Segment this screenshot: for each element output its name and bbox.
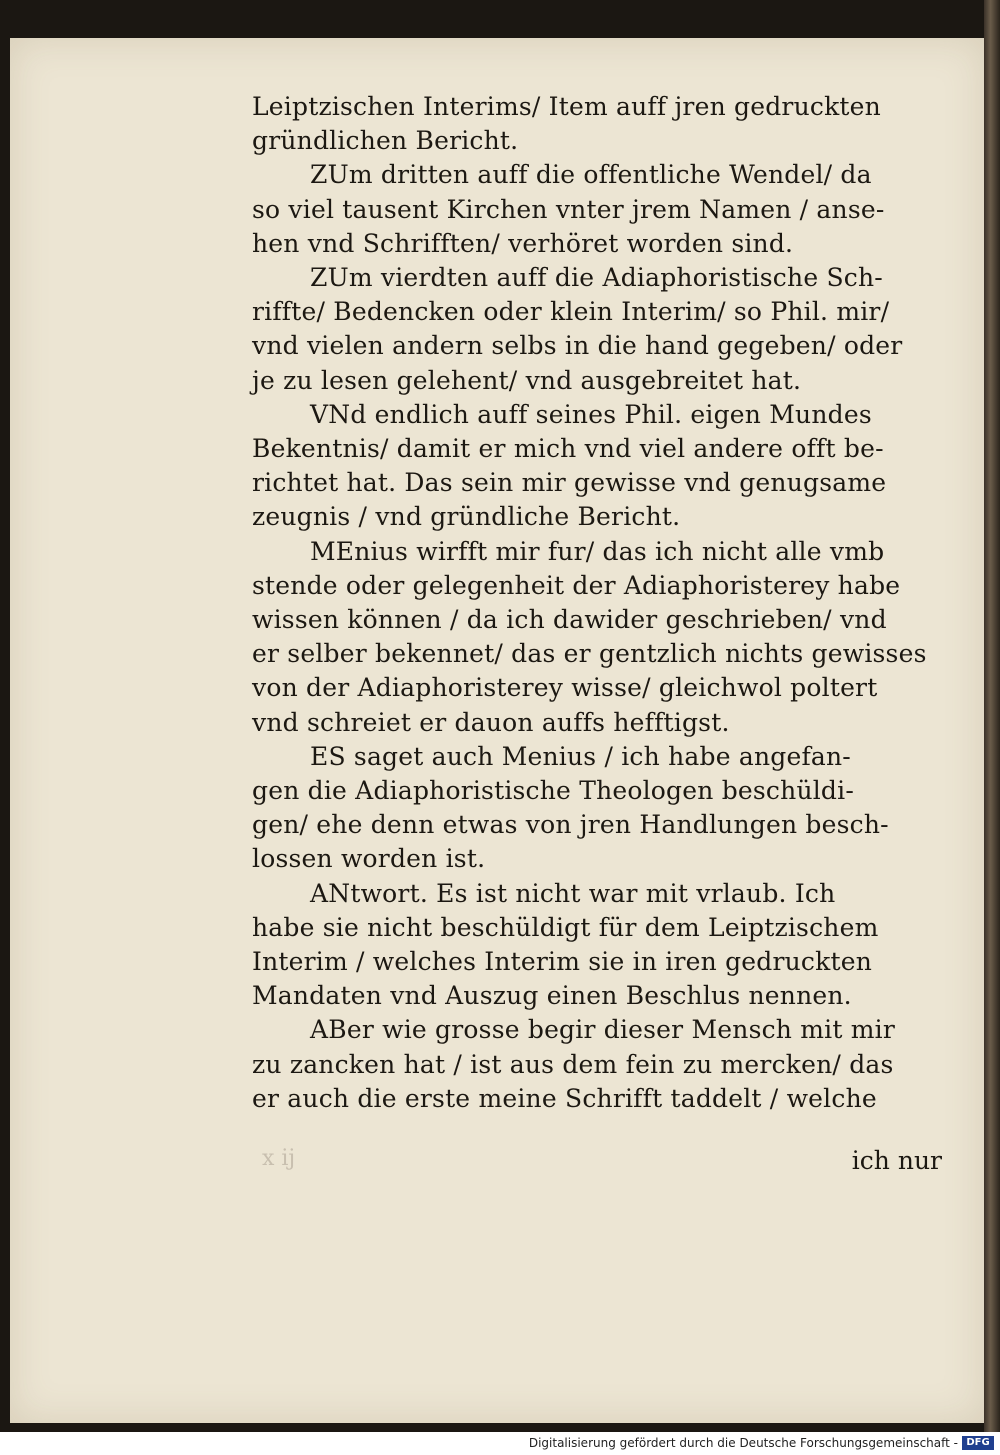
- text-line: ANtwort. Es ist nicht war mit vrlaub. Ich: [310, 878, 836, 908]
- text-line: je zu lesen gelehent/ vnd ausgebreitet hat.: [252, 365, 802, 395]
- text-line: zu zancken hat / ist aus dem fein zu mercken/ das: [252, 1049, 894, 1079]
- text-line: VNd endlich auff seines Phil. eigen Mundes: [310, 399, 872, 429]
- footer-credit: Digitalisierung gefördert durch die Deutsche Forschungsgemeinschaft -: [528, 1436, 958, 1450]
- text-line: stende oder gelegenheit der Adiaphoristerey habe: [252, 570, 901, 600]
- text-line: ZUm dritten auff die offentliche Wendel/ da: [310, 160, 872, 190]
- text-line: Leiptzischen Interims/ Item auff jren gedruckten: [252, 92, 881, 121]
- text-line: ES saget auch Menius / ich habe angefan-: [310, 741, 851, 771]
- text-line: richtet hat. Das sein mir gewisse vnd genugsame: [252, 468, 887, 498]
- text-line: Bekentnis/ damit er mich vnd viel andere offt be-: [252, 434, 884, 464]
- text-line: er auch die erste meine Schrifft taddelt / welche: [252, 1083, 877, 1113]
- text-line: hen vnd Schrifften/ verhöret worden sind.: [252, 228, 794, 258]
- dfg-logo[interactable]: DFG: [962, 1436, 994, 1450]
- page-text: [252, 90, 952, 1116]
- text-line: Mandaten vnd Auszug einen Beschlus nennen.: [252, 981, 852, 1011]
- text-line: vnd vielen andern selbs in die hand gegeben/ oder: [252, 331, 903, 361]
- catchword: ich nur: [851, 1146, 942, 1175]
- text-line: ZUm vierdten auff die Adiaphoristische Sch-: [310, 263, 883, 293]
- text-line: riffte/ Bedencken oder klein Interim/ so Phil. mir/: [252, 297, 890, 327]
- text-line: vnd schreiet er dauon auffs hefftigst.: [252, 707, 730, 737]
- text-line: so viel tausent Kirchen vnter jrem Namen / anse-: [252, 194, 885, 224]
- text-line: ABer wie grosse begir dieser Mensch mit mir: [310, 1015, 895, 1045]
- text-line: habe sie nicht beschüldigt für dem Leiptzischem: [252, 912, 879, 942]
- text-line: MEnius wirfft mir fur/ das ich nicht alle vmb: [310, 536, 885, 566]
- text-line: zeugnis / vnd gründliche Bericht.: [252, 502, 681, 532]
- text-line: von der Adiaphoristerey wisse/ gleichwol poltert: [252, 673, 878, 703]
- text-line: Interim / welches Interim sie in iren gedruckten: [252, 947, 873, 977]
- book-edge: [984, 0, 1000, 1432]
- text-line: er selber bekennet/ das er gentzlich nichts gewisses: [252, 639, 927, 669]
- text-line: gen die Adiaphoristische Theologen beschüldi-: [252, 776, 854, 806]
- footer-bar: [0, 1432, 1000, 1455]
- text-line: lossen worden ist.: [252, 844, 486, 874]
- text-line: gen/ ehe denn etwas von jren Handlungen besch-: [252, 810, 889, 840]
- signature-mark: x ij: [262, 1146, 296, 1171]
- text-line: gründlichen Bericht.: [252, 126, 519, 156]
- text-line: wissen können / da ich dawider geschrieben/ vnd: [252, 605, 887, 635]
